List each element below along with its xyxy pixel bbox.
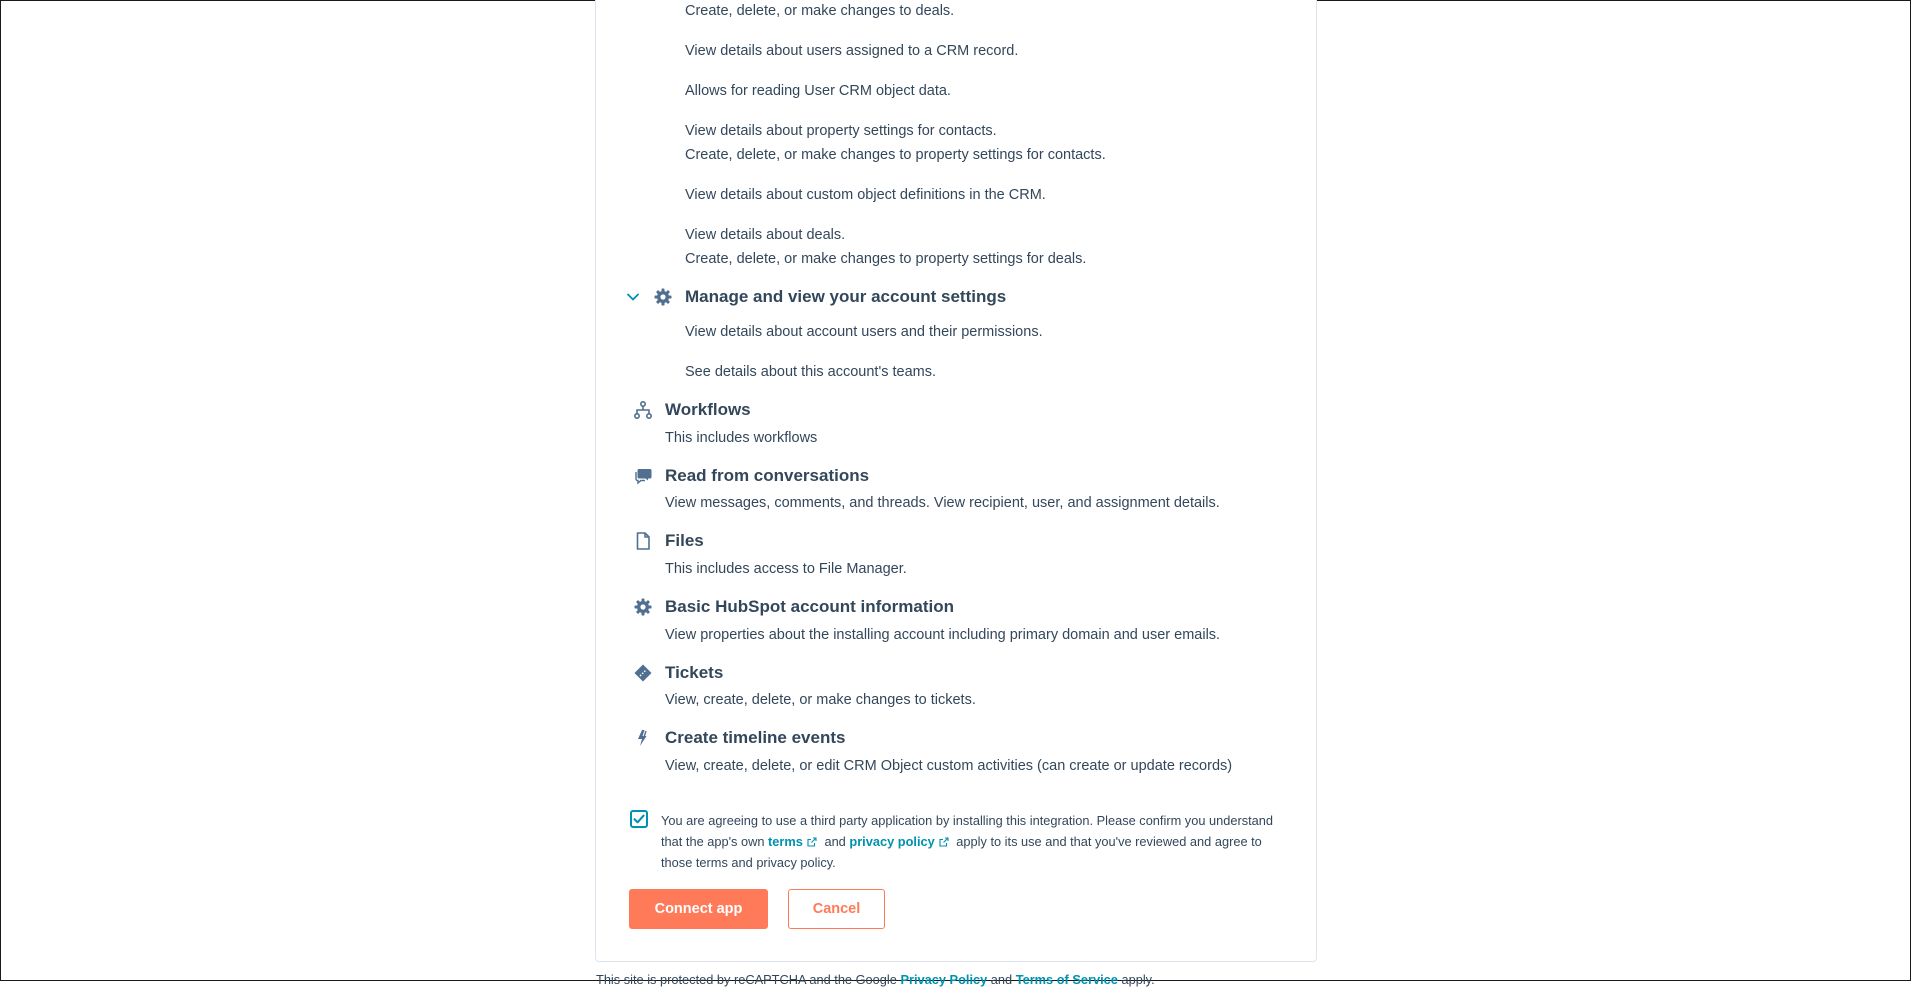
scope-title-workflows: Workflows — [665, 400, 751, 419]
scope-contact-props-read: View details about property settings for contacts. — [685, 123, 997, 139]
scope-desc-files: This includes access to File Manager. — [665, 561, 907, 577]
privacy-policy-link-label: privacy policy — [849, 834, 935, 849]
recaptcha-footer — [596, 972, 1155, 987]
footer-and: and — [990, 972, 1013, 987]
consent-and: and — [824, 834, 846, 849]
footer-text: This site is protected by reCAPTCHA and the Google — [596, 972, 897, 987]
scope-deal-props-write: Create, delete, or make changes to property settings for deals. — [685, 251, 1087, 267]
privacy-policy-link[interactable] — [849, 834, 952, 849]
connect-app-button[interactable]: Connect app — [629, 889, 768, 929]
account-settings-item-teams: See details about this account's teams. — [685, 364, 937, 380]
timeline-icon — [633, 728, 653, 748]
scope-desc-workflows: This includes workflows — [665, 430, 818, 446]
gear-icon — [653, 287, 673, 307]
consent-text — [661, 810, 1291, 873]
gear-icon — [633, 597, 653, 617]
consent-checkbox[interactable] — [630, 810, 648, 828]
consent-text-3: apply to its use and that you've reviewed and agree to — [956, 834, 1262, 849]
file-icon — [633, 531, 653, 551]
workflow-icon — [633, 400, 653, 420]
scope-users-assigned: View details about users assigned to a CRM record. — [685, 43, 1019, 59]
scope-desc-tickets: View, create, delete, or make changes to tickets. — [665, 692, 976, 708]
external-link-icon — [939, 837, 949, 847]
terms-link-label: terms — [768, 834, 803, 849]
scope-desc-account-info: View properties about the installing account including primary domain and user emails. — [665, 627, 1221, 643]
consent-text-1: You are agreeing to use a third party application by installing this integration. Please confirm you understand — [661, 813, 1274, 828]
footer-privacy-link[interactable]: Privacy Policy — [900, 972, 988, 987]
footer-suffix: apply. — [1121, 972, 1155, 987]
scope-custom-object-schemas: View details about custom object definitions in the CRM. — [685, 187, 1046, 203]
scope-deals-write: Create, delete, or make changes to deals. — [685, 3, 955, 19]
account-settings-item-users: View details about account users and their permissions. — [685, 324, 1043, 340]
scope-title-files: Files — [665, 531, 704, 550]
chevron-down-icon[interactable] — [626, 290, 640, 304]
chat-icon — [633, 466, 653, 486]
scope-title-conversations: Read from conversations — [665, 466, 870, 485]
consent-text-2: that the app's own — [661, 834, 765, 849]
consent-text-4: those terms and privacy policy. — [661, 855, 836, 870]
footer-terms-link[interactable]: Terms of Service — [1015, 972, 1118, 987]
scope-title-timeline: Create timeline events — [665, 728, 846, 747]
scope-desc-conversations: View messages, comments, and threads. View recipient, user, and assignment details. — [665, 495, 1220, 511]
account-settings-title: Manage and view your account settings — [685, 287, 1007, 306]
external-link-icon — [807, 837, 817, 847]
scope-user-object-read: Allows for reading User CRM object data. — [685, 83, 951, 99]
scope-title-account-info: Basic HubSpot account information — [665, 597, 955, 616]
scope-title-tickets: Tickets — [665, 663, 724, 682]
checkmark-icon — [633, 813, 645, 825]
scope-desc-timeline: View, create, delete, or edit CRM Object custom activities (can create or update records) — [665, 758, 1233, 774]
cancel-button[interactable]: Cancel — [788, 889, 885, 929]
ticket-icon — [633, 663, 653, 683]
scope-contact-props-write: Create, delete, or make changes to property settings for contacts. — [685, 147, 1106, 163]
scope-deals-read: View details about deals. — [685, 227, 846, 243]
terms-link[interactable] — [768, 834, 821, 849]
